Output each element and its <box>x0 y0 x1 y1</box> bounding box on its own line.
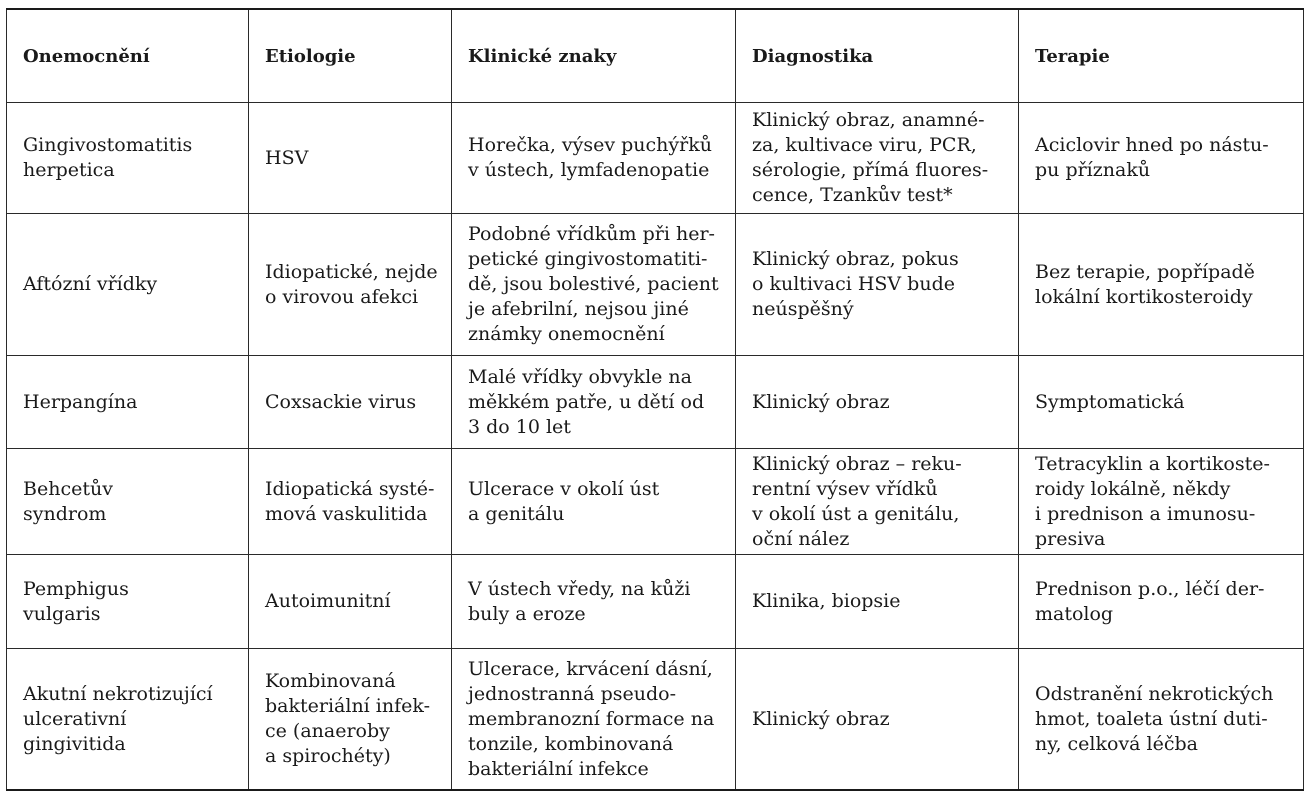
cell-etiology: Kombinovaná bakteriální infek- ce (anaeroby a spirochéty) <box>249 649 452 791</box>
cell-etiology: Idiopatická systé- mová vaskulitida <box>249 449 452 555</box>
cell-diagnostics: Klinický obraz <box>736 356 1019 449</box>
table-row <box>7 356 1304 449</box>
cell-therapy: Aciclovir hned po nástu- pu příznaků <box>1019 103 1304 214</box>
table-row <box>7 103 1304 214</box>
cell-diagnostics: Klinický obraz <box>736 649 1019 791</box>
cell-therapy: Odstranění nekrotických hmot, toaleta ústní duti- ny, celková léčba <box>1019 649 1304 791</box>
cell-diagnostics: Klinický obraz – reku- rentní výsev vřídků v okolí úst a genitálu, oční nález <box>736 449 1019 555</box>
header-therapy: Terapie <box>1019 9 1304 103</box>
cell-diagnostics: Klinika, biopsie <box>736 555 1019 649</box>
cell-clinical-signs: V ústech vředy, na kůži buly a eroze <box>452 555 736 649</box>
cell-therapy: Symptomatická <box>1019 356 1304 449</box>
diagnosis-table <box>6 8 1304 791</box>
header-disease: Onemocnění <box>7 9 249 103</box>
cell-disease: Herpangína <box>7 356 249 449</box>
cell-diagnostics: Klinický obraz, pokus o kultivaci HSV bude neúspěšný <box>736 214 1019 356</box>
table-row <box>7 449 1304 555</box>
cell-clinical-signs: Podobné vřídkům při her- petické gingivostomatiti- dě, jsou bolestivé, pacient je afebrilní, nejsou jiné známky onemocnění <box>452 214 736 356</box>
cell-disease: Akutní nekrotizující ulcerativní gingivitida <box>7 649 249 791</box>
cell-clinical-signs: Ulcerace, krvácení dásní, jednostranná pseudo- membranozní formace na tonzile, kombinovaná bakteriální infekce <box>452 649 736 791</box>
table-row <box>7 555 1304 649</box>
header-clinical-signs: Klinické znaky <box>452 9 736 103</box>
cell-disease: Pemphigus vulgaris <box>7 555 249 649</box>
cell-etiology: HSV <box>249 103 452 214</box>
cell-disease: Aftózní vřídky <box>7 214 249 356</box>
cell-clinical-signs: Horečka, výsev puchýřků v ústech, lymfadenopatie <box>452 103 736 214</box>
cell-therapy: Prednison p.o., léčí der- matolog <box>1019 555 1304 649</box>
table-row <box>7 649 1304 791</box>
header-etiology: Etiologie <box>249 9 452 103</box>
header-diagnostics: Diagnostika <box>736 9 1019 103</box>
cell-therapy: Tetracyklin a kortikoste- roidy lokálně, někdy i prednison a imunosu- presiva <box>1019 449 1304 555</box>
header-row <box>7 9 1304 103</box>
cell-etiology: Autoimunitní <box>249 555 452 649</box>
cell-disease: Behcetův syndrom <box>7 449 249 555</box>
cell-diagnostics: Klinický obraz, anamné- za, kultivace viru, PCR, sérologie, přímá fluores- cence, Tzankův test* <box>736 103 1019 214</box>
cell-disease: Gingivostomatitis herpetica <box>7 103 249 214</box>
cell-therapy: Bez terapie, popřípadě lokální kortikosteroidy <box>1019 214 1304 356</box>
cell-etiology: Idiopatické, nejde o virovou afekci <box>249 214 452 356</box>
cell-etiology: Coxsackie virus <box>249 356 452 449</box>
cell-clinical-signs: Ulcerace v okolí úst a genitálu <box>452 449 736 555</box>
table-row <box>7 214 1304 356</box>
cell-clinical-signs: Malé vřídky obvykle na měkkém patře, u dětí od 3 do 10 let <box>452 356 736 449</box>
